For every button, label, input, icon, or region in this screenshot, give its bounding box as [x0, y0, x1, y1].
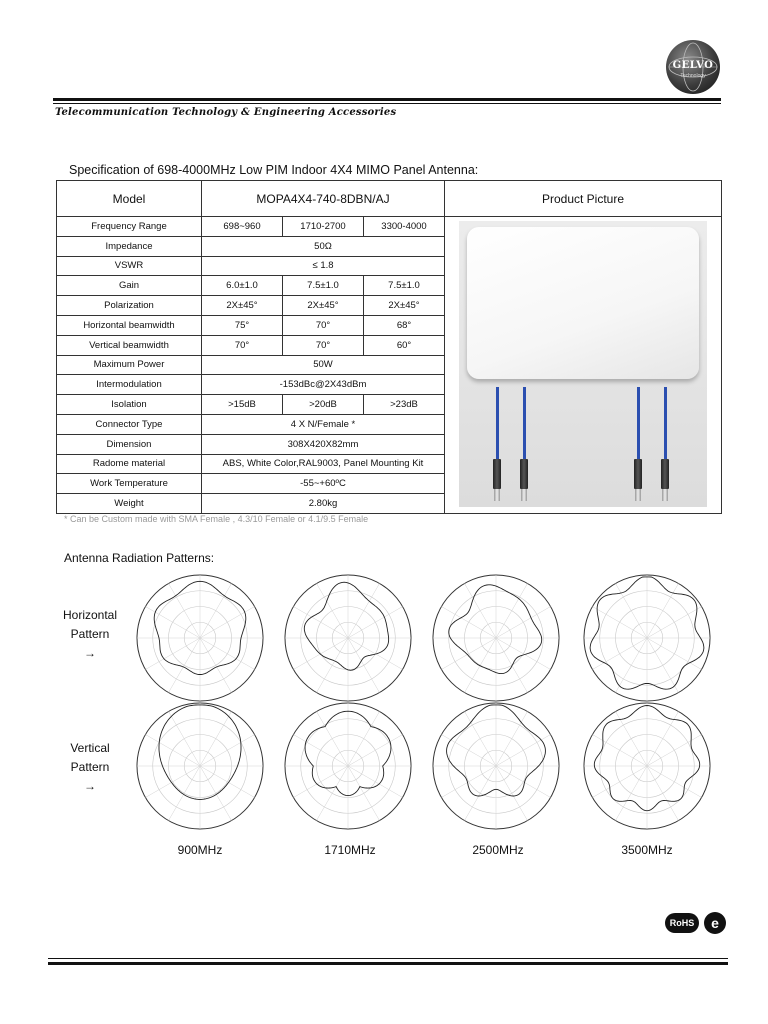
horizontal-label-line-2: Pattern: [70, 627, 110, 641]
connector-tip-2: [521, 489, 527, 501]
spec-row-value: -153dBc@2X43dBm: [202, 375, 445, 395]
cable-1: [496, 387, 499, 459]
model-value: MOPA4X4-740-8DBN/AJ: [202, 181, 445, 217]
spec-row-value: 1710-2700: [283, 217, 364, 237]
spec-row-label: Radome material: [57, 454, 202, 474]
logo-subtitle: Technology: [680, 73, 706, 79]
spec-row-label: Work Temperature: [57, 474, 202, 494]
spec-row-label: Maximum Power: [57, 355, 202, 375]
horizontal-pattern-label: [55, 606, 125, 663]
connector-3: [634, 459, 642, 489]
connector-1: [493, 459, 501, 489]
cable-4: [664, 387, 667, 459]
radiation-pattern-curve: [304, 582, 388, 670]
spec-title: Specification of 698-4000MHz Low PIM Indoor 4X4 MIMO Panel Antenna:: [69, 163, 479, 177]
spec-row-value: 4 X N/Female *: [202, 414, 445, 434]
radiation-pattern-plot: [281, 571, 415, 705]
spec-row-value: 50Ω: [202, 236, 445, 256]
spec-row-value: 68°: [364, 315, 445, 335]
spec-row-label: Intermodulation: [57, 375, 202, 395]
vertical-pattern-label: [55, 739, 125, 796]
footer-rule-thick: [48, 962, 728, 965]
connector-tip-3: [635, 489, 641, 501]
freq-label-3500: 3500MHz: [621, 843, 673, 857]
connector-4: [661, 459, 669, 489]
spec-row-value: 308X420X82mm: [202, 434, 445, 454]
freq-label-2500: 2500MHz: [472, 843, 524, 857]
horizontal-label-line-1: Horizontal: [62, 608, 118, 622]
spec-row-label: VSWR: [57, 256, 202, 276]
spec-row-value: >23dB: [364, 395, 445, 415]
connector-tip-4: [662, 489, 668, 501]
spec-row-label: Vertical beamwidth: [57, 335, 202, 355]
spec-row-label: Impedance: [57, 236, 202, 256]
spec-row-value: 75°: [202, 315, 283, 335]
rohs-badge: RoHS: [665, 913, 699, 933]
spec-row-value: 2X±45°: [364, 296, 445, 316]
radiation-pattern-plot: [133, 699, 267, 833]
cable-2: [523, 387, 526, 459]
spec-row-label: Connector Type: [57, 414, 202, 434]
radiation-pattern-plot: [580, 571, 714, 705]
product-picture: [459, 221, 707, 507]
spec-row-value: 2X±45°: [283, 296, 364, 316]
spec-row-label: Isolation: [57, 395, 202, 415]
e-mark-badge: e: [704, 912, 726, 934]
model-label: Model: [57, 181, 202, 217]
spec-row-value: >20dB: [283, 395, 364, 415]
radiation-pattern-curve: [449, 585, 542, 674]
radiation-pattern-plot: [429, 571, 563, 705]
freq-label-1710: 1710MHz: [324, 843, 376, 857]
radiation-pattern-plot: [281, 699, 415, 833]
spec-row-value: 2.80kg: [202, 494, 445, 514]
logo-brand: GELVO: [672, 60, 714, 71]
picture-label: Product Picture: [445, 181, 722, 217]
spec-row-value: 50W: [202, 355, 445, 375]
radiation-title: Antenna Radiation Patterns:: [64, 551, 215, 565]
spec-row-value: 70°: [202, 335, 283, 355]
spec-row-value: 7.5±1.0: [364, 276, 445, 296]
spec-row-label: Weight: [57, 494, 202, 514]
vertical-label-line-2: Pattern: [70, 760, 110, 774]
spec-header-row: [57, 181, 722, 217]
spec-row-value: 6.0±1.0: [202, 276, 283, 296]
company-tagline: Telecommunication Technology & Engineering Accessories: [55, 107, 397, 118]
cable-3: [637, 387, 640, 459]
spec-row-value: ≤ 1.8: [202, 256, 445, 276]
vertical-label-arrow: →: [84, 779, 96, 793]
antenna-panel: [467, 227, 699, 379]
spec-row-value: -55~+60ºC: [202, 474, 445, 494]
company-logo: [666, 40, 720, 94]
footer-rule-thin: [48, 958, 728, 959]
spec-row-label: Dimension: [57, 434, 202, 454]
spec-row-value: 698~960: [202, 217, 283, 237]
spec-row-label: Polarization: [57, 296, 202, 316]
spec-row-value: 60°: [364, 335, 445, 355]
radiation-pattern-plot: [133, 571, 267, 705]
horizontal-label-arrow: →: [84, 646, 96, 660]
spec-row-value: 70°: [283, 315, 364, 335]
vertical-label-line-1: Vertical: [70, 741, 110, 755]
header-rule-thin: [53, 103, 721, 104]
spec-row-value: 2X±45°: [202, 296, 283, 316]
radiation-pattern-plot: [580, 699, 714, 833]
header-rule-thick: [53, 98, 721, 101]
connector-tip-1: [494, 489, 500, 501]
spec-row-value: 3300-4000: [364, 217, 445, 237]
spec-footnote: * Can be Custom made with SMA Female , 4.3/10 Female or 4.1/9.5 Female: [64, 514, 369, 524]
connector-2: [520, 459, 528, 489]
spec-row-value: 7.5±1.0: [283, 276, 364, 296]
spec-row-value: >15dB: [202, 395, 283, 415]
spec-row-label: Horizontal beamwidth: [57, 315, 202, 335]
spec-row-label: Gain: [57, 276, 202, 296]
spec-row-value: ABS, White Color,RAL9003, Panel Mounting Kit: [202, 454, 445, 474]
radiation-pattern-plot: [429, 699, 563, 833]
freq-label-900: 900MHz: [177, 843, 223, 857]
spec-row-label: Frequency Range: [57, 217, 202, 237]
spec-row-value: 70°: [283, 335, 364, 355]
